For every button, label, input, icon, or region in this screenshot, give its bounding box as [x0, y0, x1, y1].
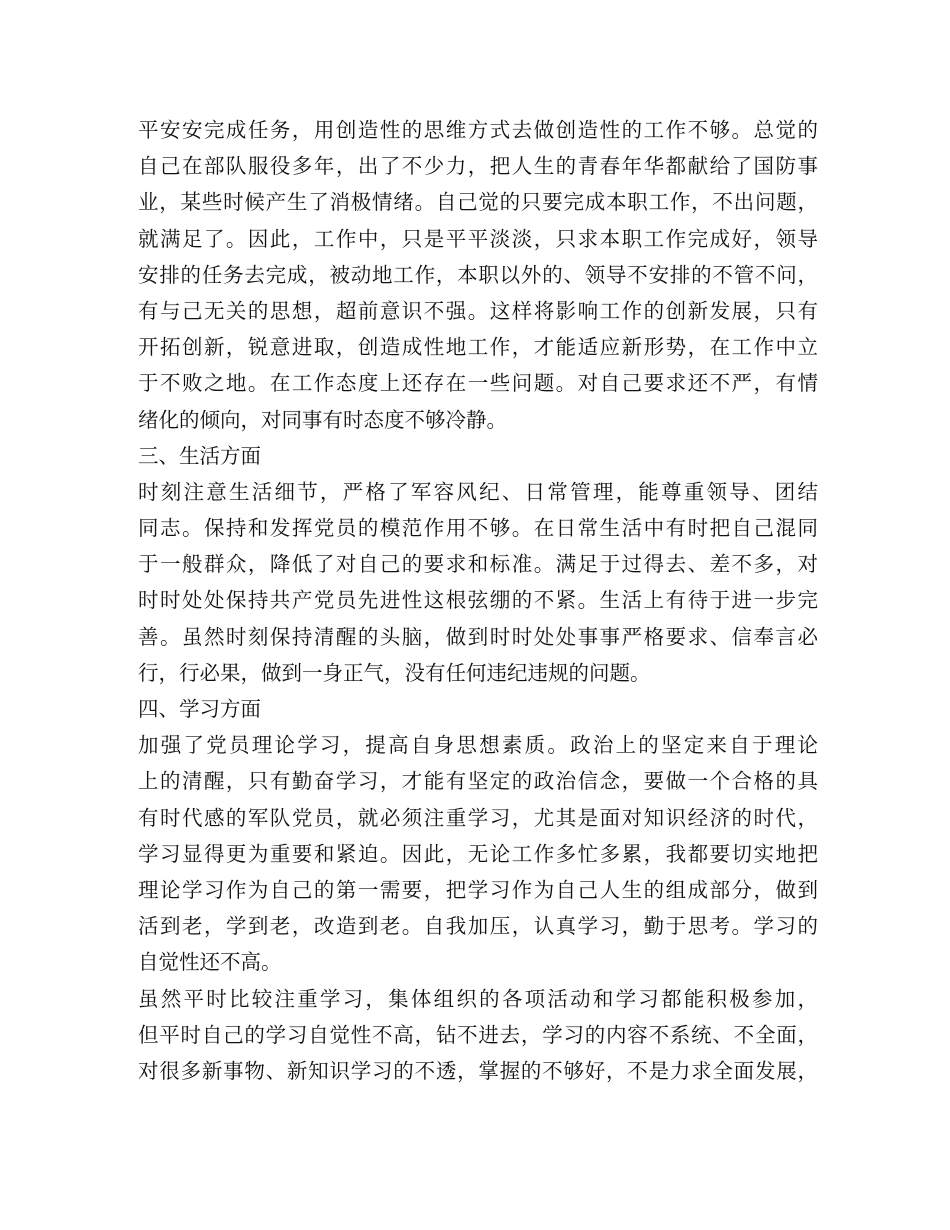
- text-line: 但平时自己的学习自觉性不高，钻不进去，学习的内容不系统、不全面，: [138, 1022, 818, 1047]
- text-line: 时刻注意生活细节，严格了军容风纪、日常管理，能尊重领导、团结: [138, 479, 818, 504]
- document-body: [138, 112, 818, 1089]
- text-line: 同志。保持和发挥党员的模范作用不够。在日常生活中有时把自己混同: [138, 516, 818, 541]
- text-line: 行，行必果，做到一身正气，没有任何违纪违规的问题。: [138, 660, 651, 685]
- text-line: 学习显得更为重要和紧迫。因此，无论工作多忙多累，我都要切实地把: [138, 841, 818, 866]
- text-line: 绪化的倾向，对同事有时态度不够冷静。: [138, 407, 507, 432]
- text-line: 加强了党员理论学习，提高自身思想素质。政治上的坚定来自于理论: [138, 733, 818, 758]
- text-line: 就满足了。因此，工作中，只是平平淡淡，只求本职工作完成好，领导: [138, 226, 818, 251]
- text-line: 善。虽然时刻保持清醒的头脑，做到时时处处事事严格要求、信奉言必: [138, 624, 818, 649]
- text-line: 于一般群众，降低了对自己的要求和标准。满足于过得去、差不多，对: [138, 552, 818, 577]
- text-line: 对很多新事物、新知识学习的不透，掌握的不够好，不是力求全面发展，: [138, 1058, 818, 1083]
- text-line: 于不败之地。在工作态度上还存在一些问题。对自己要求还不严，有情: [138, 371, 818, 396]
- text-line: 上的清醒，只有勤奋学习，才能有坚定的政治信念，要做一个合格的具: [138, 769, 818, 794]
- text-line: 安排的任务去完成，被动地工作，本职以外的、领导不安排的不管不问，: [138, 262, 818, 287]
- text-line: 理论学习作为自己的第一需要，把学习作为自己人生的组成部分，做到: [138, 877, 818, 902]
- text-line: 平安安完成任务，用创造性的思维方式去做创造性的工作不够。总觉的: [138, 118, 818, 142]
- section-heading: 三、生活方面: [138, 443, 261, 468]
- text-line: 有时代感的军队党员，就必须注重学习，尤其是面对知识经济的时代，: [138, 805, 818, 830]
- text-line: 虽然平时比较注重学习，集体组织的各项活动和学习都能积极参加，: [138, 986, 818, 1011]
- text-line: 时时处处保持共产党员先进性这根弦绷的不紧。生活上有待于进一步完: [138, 588, 818, 613]
- text-line: 活到老，学到老，改造到老。自我加压，认真学习，勤于思考。学习的: [138, 914, 818, 939]
- text-line: 自觉性还不高。: [138, 950, 282, 975]
- text-line: 开拓创新，锐意进取，创造成性地工作，才能适应新形势，在工作中立: [138, 335, 818, 360]
- text-line: 有与己无关的思想，超前意识不强。这样将影响工作的创新发展，只有: [138, 298, 818, 323]
- section-heading: 四、学习方面: [138, 697, 261, 721]
- text-line: 业，某些时候产生了消极情绪。自己觉的只要完成本职工作，不出问题，: [138, 190, 818, 215]
- text-line: 自己在部队服役多年，出了不少力，把人生的青春年华都献给了国防事: [138, 154, 818, 179]
